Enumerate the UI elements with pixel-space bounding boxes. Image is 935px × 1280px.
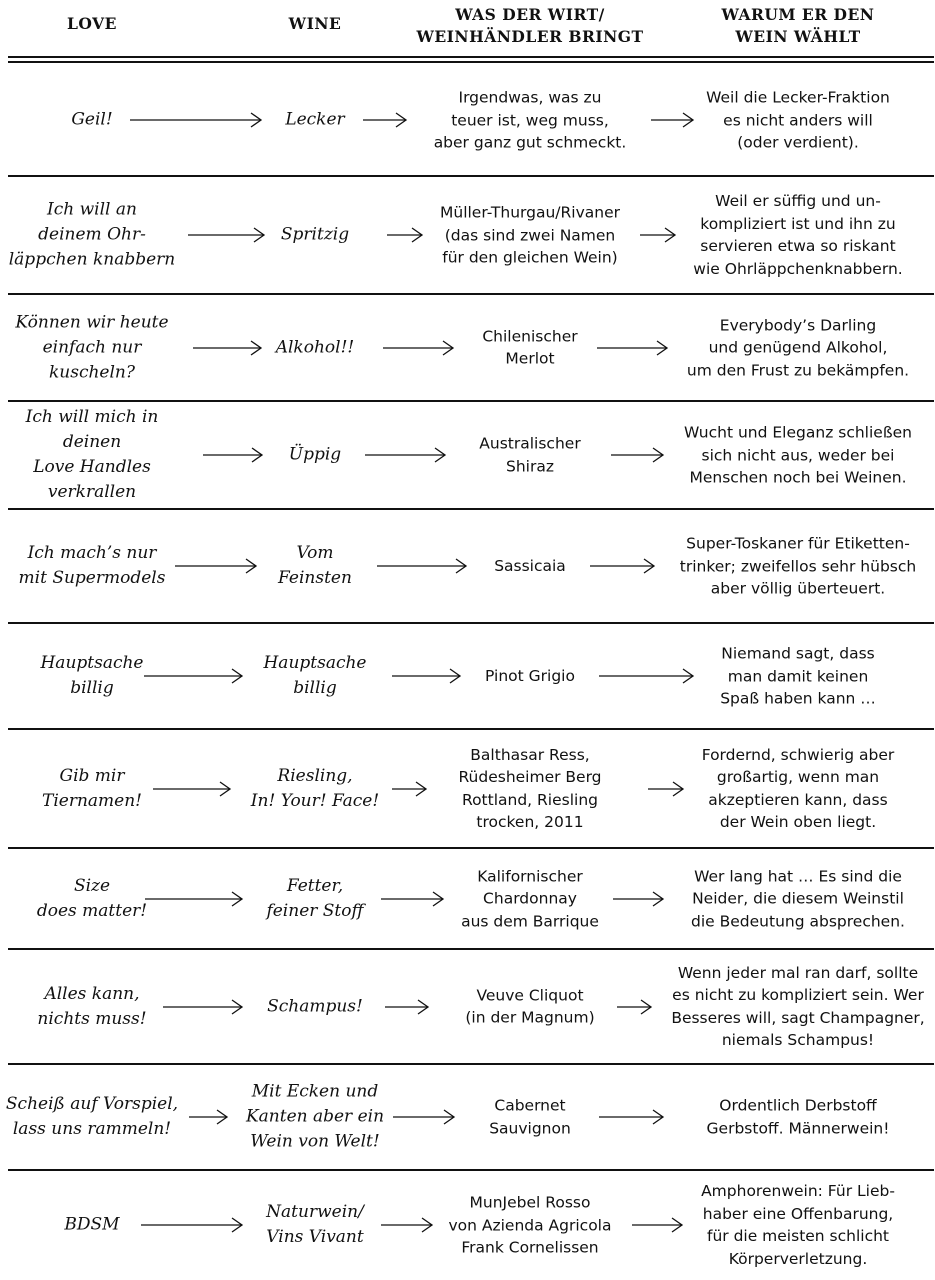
right-arrow-icon [189,1107,228,1127]
right-arrow-icon [393,1107,455,1127]
warum-cell: Ordentlich Derbstoff Gerbstoff. Männerwein! [706,1096,890,1137]
right-arrow-icon [363,110,407,130]
table-row [0,729,935,848]
love-cell: Size does matter! [36,875,148,921]
wirt-cell: Cabernet Sauvignon [489,1096,571,1137]
warum-cell: Weil die Lecker-Fraktion es nicht anders will (oder verdient). [706,88,890,152]
right-arrow-icon [175,556,257,576]
wine-cell: Naturwein/ Vins Vivant [266,1202,364,1247]
warum-cell: Wenn jeder mal ran darf, sollte es nicht zu kompliziert sein. Wer Besseres will, sagt Champagner, niemals Schampus! [671,963,925,1049]
right-arrow-icon [365,445,446,465]
table-row [0,949,935,1064]
wine-cell: Riesling, In! Your! Face! [250,765,380,811]
wine-cell: Lecker [285,109,345,130]
right-arrow-icon [163,997,243,1017]
wine-cell: Hauptsache billig [263,653,367,698]
right-arrow-icon [590,556,655,576]
wine-cell: Mit Ecken und Kanten aber ein Wein von Welt! [245,1081,385,1152]
right-arrow-icon [387,225,423,245]
table-row [0,1064,935,1170]
love-cell: Gib mir Tiernamen! [41,765,142,811]
right-arrow-icon [597,338,668,358]
wirt-cell: Pinot Grigio [485,666,575,685]
love-cell: Alles kann, nichts muss! [37,983,147,1029]
right-arrow-icon [153,779,231,799]
warum-cell: Fordernd, schwierig aber großartig, wenn man akzeptieren kann, dass der Wein oben liegt. [701,745,895,831]
warum-cell: Wucht und Eleganz schließen sich nicht aus, weder bei Menschen noch bei Weinen. [684,423,912,487]
table-row [0,623,935,729]
right-arrow-icon [141,1215,243,1235]
table-row [0,848,935,949]
wine-cell: Spritzig [280,224,350,245]
warum-cell: Niemand sagt, dass man damit keinen Spaß haben kann … [720,644,876,708]
right-arrow-icon [648,779,684,799]
table-row [0,509,935,623]
wirt-cell: Chilenischer Merlot [482,327,578,368]
header-love: LOVE [67,14,117,33]
right-arrow-icon [392,666,461,686]
table-header [0,0,935,56]
wine-cell: Schampus! [267,996,363,1016]
header-double-rule-top [8,56,934,58]
right-arrow-icon [392,779,427,799]
right-arrow-icon [203,445,263,465]
right-arrow-icon [617,997,652,1017]
wirt-cell: MunJebel Rosso von Azienda Agricola Frank Cornelissen [448,1193,612,1257]
warum-cell: Super-Toskaner für Etiketten- trinker; zweifellos sehr hübsch aber völlig überteuert. [679,534,917,598]
love-cell: Ich will an deinem Ohr- läppchen knabbern [8,199,176,270]
wirt-cell: Balthasar Ress, Rüdesheimer Berg Rottland, Riesling trocken, 2011 [458,745,602,831]
love-cell: Hauptsache billig [40,653,144,698]
wirt-cell: Kalifornischer Chardonnay aus dem Barrique [461,866,599,930]
love-cell: Ich mach’s nur mit Supermodels [18,543,166,588]
right-arrow-icon [130,110,262,130]
right-arrow-icon [377,556,467,576]
table-row [0,401,935,509]
right-arrow-icon [599,1107,664,1127]
wirt-cell: Müller-Thurgau/Rivaner (das sind zwei Namen für den gleichen Wein) [440,203,620,267]
right-arrow-icon [188,225,265,245]
right-arrow-icon [193,338,262,358]
header-double-rule-bottom [8,61,934,63]
wirt-cell: Veuve Cliquot (in der Magnum) [465,986,595,1027]
love-cell: Scheiß auf Vorspiel, lass uns rammeln! [5,1094,179,1139]
right-arrow-icon [385,997,429,1017]
warum-cell: Wer lang hat … Es sind die Neider, die diesem Weinstil die Bedeutung absprechen. [691,866,905,930]
wirt-cell: Irgendwas, was zu teuer ist, weg muss, aber ganz gut schmeckt. [433,88,627,152]
wine-cell: Alkohol!! [275,337,355,357]
right-arrow-icon [381,889,444,909]
header-wirt: WAS DER WIRT/ WEINHÄNDLER BRINGT [416,5,644,46]
right-arrow-icon [632,1215,683,1235]
right-arrow-icon [383,338,454,358]
table-row [0,1170,935,1280]
table-row [0,294,935,401]
right-arrow-icon [144,666,243,686]
love-cell: Geil! [71,109,113,130]
warum-cell: Weil er süffig und un- kompliziert ist und ihn zu servieren etwa so riskant wie Ohrläppchenknabbern. [693,192,903,278]
table-row [0,64,935,176]
wine-cell: Fetter, feiner Stoff [266,875,364,921]
wine-cell: Vom Feinsten [278,543,352,588]
right-arrow-icon [145,889,243,909]
right-arrow-icon [611,445,664,465]
right-arrow-icon [651,110,694,130]
wirt-cell: Sassicaia [494,556,566,575]
header-wine: WINE [288,14,342,33]
right-arrow-icon [640,225,676,245]
right-arrow-icon [613,889,664,909]
header-warum: WARUM ER DEN WEIN WÄHLT [721,5,875,46]
love-cell: Ich will mich in deinen Love Handles verkrallen [25,407,159,502]
right-arrow-icon [599,666,694,686]
right-arrow-icon [381,1215,433,1235]
wine-cell: Üppig [288,444,342,465]
love-cell: Können wir heute einfach nur kuscheln? [15,312,169,382]
warum-cell: Everybody’s Darling und genügend Alkohol, um den Frust zu bekämpfen. [686,315,910,379]
love-cell: BDSM [64,1214,120,1235]
table-row [0,176,935,294]
warum-cell: Amphorenwein: Für Lieb- haber eine Offenbarung, für die meisten schlicht Körperverletzung. [701,1182,895,1268]
wirt-cell: Australischer Shiraz [479,434,581,475]
